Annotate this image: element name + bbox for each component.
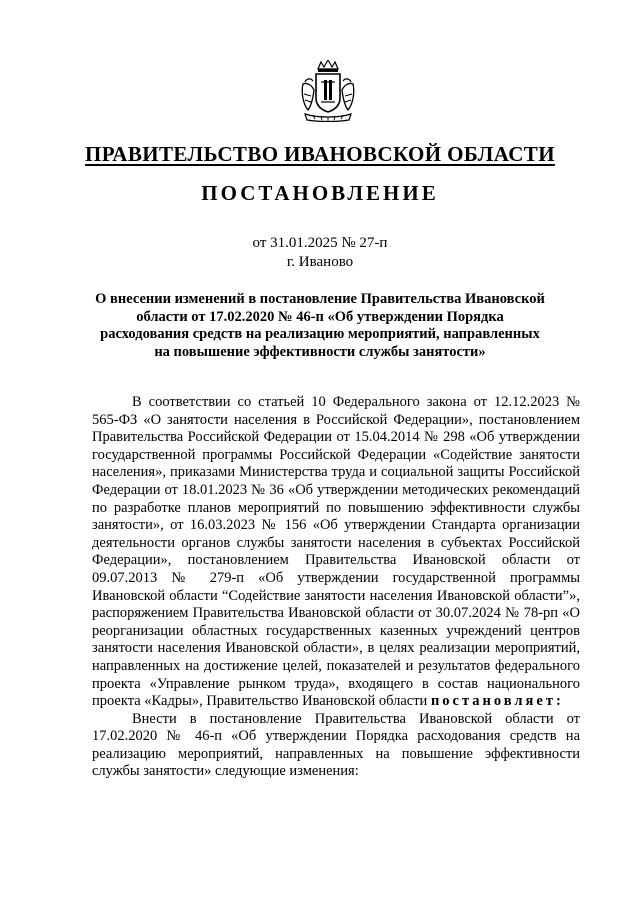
document-subject: О внесении изменений в постановление Правительства Ивановской области от 17.02.2020 № 46-п «Об утверждении Порядка расходования средств на реализацию мероприятий, направленных на повышение эффективности службы занятости»: [95, 291, 545, 360]
document-body: [92, 394, 580, 781]
resolves-keyword: постановляет:: [430, 693, 564, 710]
government-title: ПРАВИТЕЛЬСТВО ИВАНОВСКОЙ ОБЛАСТИ: [85, 142, 555, 166]
body-paragraph-2: Внести в постановление Правительства Ивановской области от 17.02.2020 № 46-п «Об утверждении Порядка расходования средств на реализацию мероприятий, направленных на повышение эффективности службы занятости» следующие изменения:: [92, 710, 580, 780]
coat-of-arms-emblem: [299, 60, 357, 122]
city: г. Иваново: [286, 254, 354, 270]
date-and-number: от 31.01.2025 № 27-п: [252, 235, 388, 251]
body-paragraph-1: [92, 394, 580, 711]
body-paragraph-1-text: В соответствии со статьей 10 Федерального закона от 12.12.2023 № 565-ФЗ «О занятости населения в Российской Федерации», постановлением Правительства Российской Федерации от 15.04.2014 № 298 «Об утверждении государственной программы Российской Федерации «Содействие занятости населения», приказами Министерства труда и социальной защиты Российской Федерации от 18.01.2023 № 36 «Об утверждении методических рекомендаций по разработке планов мероприятий по повышению эффективности службы занятости», от 16.03.2023 № 156 «Об утверждении Стандарта организации деятельности органов службы занятости населения в субъектах Российской Федерации», постановлением Правительства Ивановской области от 09.07.2013 № 279-п «Об утверждении государственной программы Ивановской области “Содействие занятости населения Ивановской области”», распоряжением Правительства Ивановской области от 30.07.2024 № 78-рп «О реорганизации областных государственных казенных учреждений центров занятости населения Ивановской области», в целях реализации мероприятий, направленных на достижение целей, показателей и результатов федерального проекта «Управление рынком труда», входящего в состав национального проекта «Кадры», Правительство Ивановской области: [92, 394, 580, 710]
coat-of-arms-icon: [299, 60, 357, 122]
document-type: ПОСТАНОВЛЕНИЕ: [201, 181, 439, 205]
